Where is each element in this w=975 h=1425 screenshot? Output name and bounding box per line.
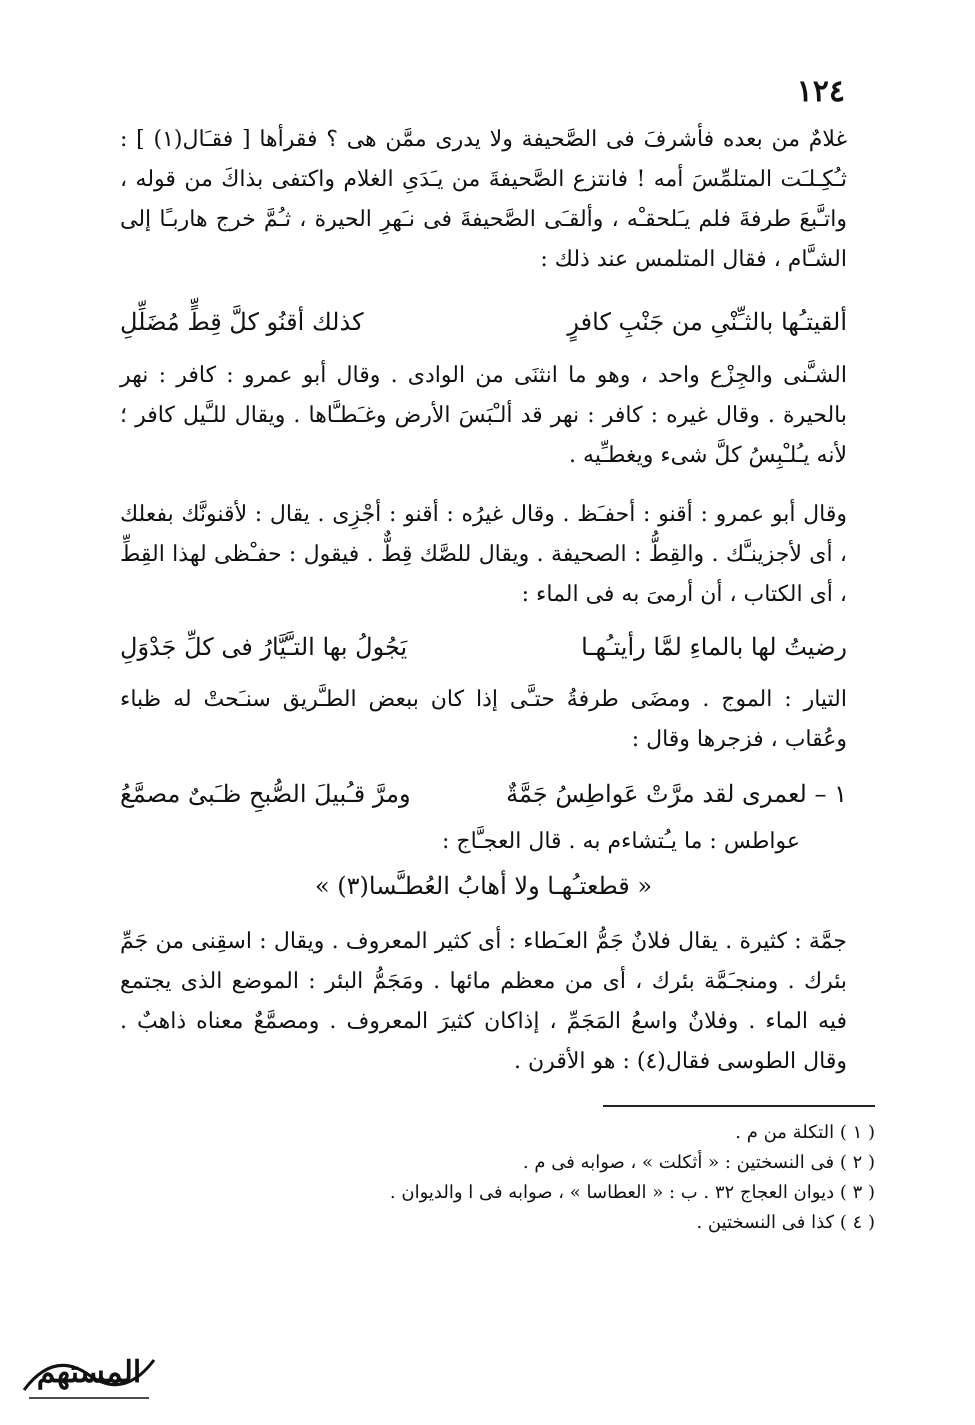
verse-second-hemistich: ومرَّ قـُبيلَ الصُّبحِ ظـَبىٌ مصمَّعُ <box>120 780 411 808</box>
verse-second-hemistich: كذلك أقنُو كلَّ قِطٍّ مُضَلِّلِ <box>120 308 364 336</box>
footnote-3: ( ٣ ) ديوان العجاج ٣٢ . ب : « العطاسا » ، صوابه فى ا والديوان . <box>389 1182 875 1203</box>
paragraph-text: جمَّة : كثيرة . يقال فلانٌ جَمُّ العـَطاء : أى كثير المعروف . ويقال : اسقِنى من جَمِّ بئرك . ومنجـَمَّة بئرك ، أى من معظم مائها . ومَجَمُّ البئر : الموضع الذى يجتمع فيه الماء . وفلانٌ واسعُ المَجَمِّ ، إذاكان كثيرَ المعروف . ومصمَّعٌ معناه ذاهبٌ . وقال الطوسى فقال(٤) : هو الأقرن . <box>120 929 847 1074</box>
verse-line-2 <box>120 625 847 669</box>
verse-first-hemistich: رضيتُ لها بالماءِ لمَّا رأيتـُهـا <box>581 633 847 661</box>
verse-first-hemistich: ألقيتـُها بالثـِّنْىِ من جَنْبِ كافرٍ <box>567 308 847 336</box>
paragraph-intro <box>120 120 847 280</box>
paragraph-text: غلامٌ من بعده فأشرفَ فى الصَّحيفة ولا يدرى ممَّن هى ؟ فقرأها [ فقـَال(١) ] : ثـُكِـلـَت المتلمِّسَ أمه ! فانتزع الصَّحيفةَ من يـَدَىِ الغلام واكتفى بذاكَ من قوله ، واتـَّبعَ طرفةَ فلم يـَلحقـْه ، وألقـَى الصَّحيفةَ فى نـَهرِ الحيرة ، ثـُمَّ خرج هاربـًا إلى الشـَّام ، فقال المتلمس عند ذلك : <box>120 127 847 272</box>
stamp-graphic <box>14 1330 164 1408</box>
page-number: ١٢٤ <box>796 74 845 109</box>
footnote-4: ( ٤ ) كذا فى النسختين . <box>696 1212 875 1233</box>
verse-first-hemistich: ١ – لعمرى لقد مرَّتْ عَواطِسُ جَمَّةٌ <box>506 780 847 808</box>
stamp-text: المستهم <box>36 1355 142 1390</box>
paragraph-gloss <box>120 822 800 862</box>
paragraph-commentary-2 <box>120 495 847 615</box>
paragraph-text: عواطس : ما يـُتشاءم به . قال العجـَّاج : <box>441 829 800 854</box>
verse-line-1 <box>120 300 847 344</box>
paragraph-text: وقال أبو عمرو : أقنو : أحفـَظ . وقال غيرُه : أقنو : أجْزِى . يقال : لأقنونَّك بفعلك ، أى لأجزينـَّك . والقِطُّ : الصحيفة . ويقال للصَّك قِطٌّ . فيقول : حفـْظى لهذا القِطِّ ، أى الكتاب ، أن أرمىَ به فى الماء : <box>120 502 847 607</box>
footnote-2: ( ٢ ) فى النسختين : « أثكلت » ، صوابه فى م . <box>522 1152 875 1173</box>
rajaz-quote: « قطعتـُهـا ولا أهابُ العُطـَّسا(٣) » <box>314 872 653 900</box>
paragraph-commentary-1 <box>120 356 847 476</box>
paragraph-text: الشـَّنى والجِزْع واحد ، وهو ما انثنَى من الوادى . وقال أبو عمرو : كافر : نهر بالحيرة . وقال غيره : كافر : نهر قد ألـْبَسَ الأرض وغـَطـَّاها . ويقال للـَّيل كافر ؛ لأنه يـُلـْبِسُ كلَّ شىء ويغطـِّيه . <box>120 363 847 468</box>
library-stamp-logo <box>14 1330 164 1408</box>
verse-second-hemistich: يَجُولُ بها التـَّيَّارُ فى كلِّ جَدْوَلِ <box>120 633 408 661</box>
footnotes <box>275 1118 875 1238</box>
footnote-divider <box>603 1105 875 1107</box>
footnote-1: ( ١ ) التكلة من م . <box>735 1122 875 1143</box>
paragraph-text: التيار : الموج . ومضَى طرفةُ حتـَّى إذا كان ببعض الطـَّريق سنـَحتْ له ظباء وعُقاب ، فزجرها وقال : <box>120 687 847 752</box>
paragraph-narrative <box>120 680 847 760</box>
verse-line-3 <box>120 772 847 816</box>
paragraph-definitions <box>120 922 847 1082</box>
